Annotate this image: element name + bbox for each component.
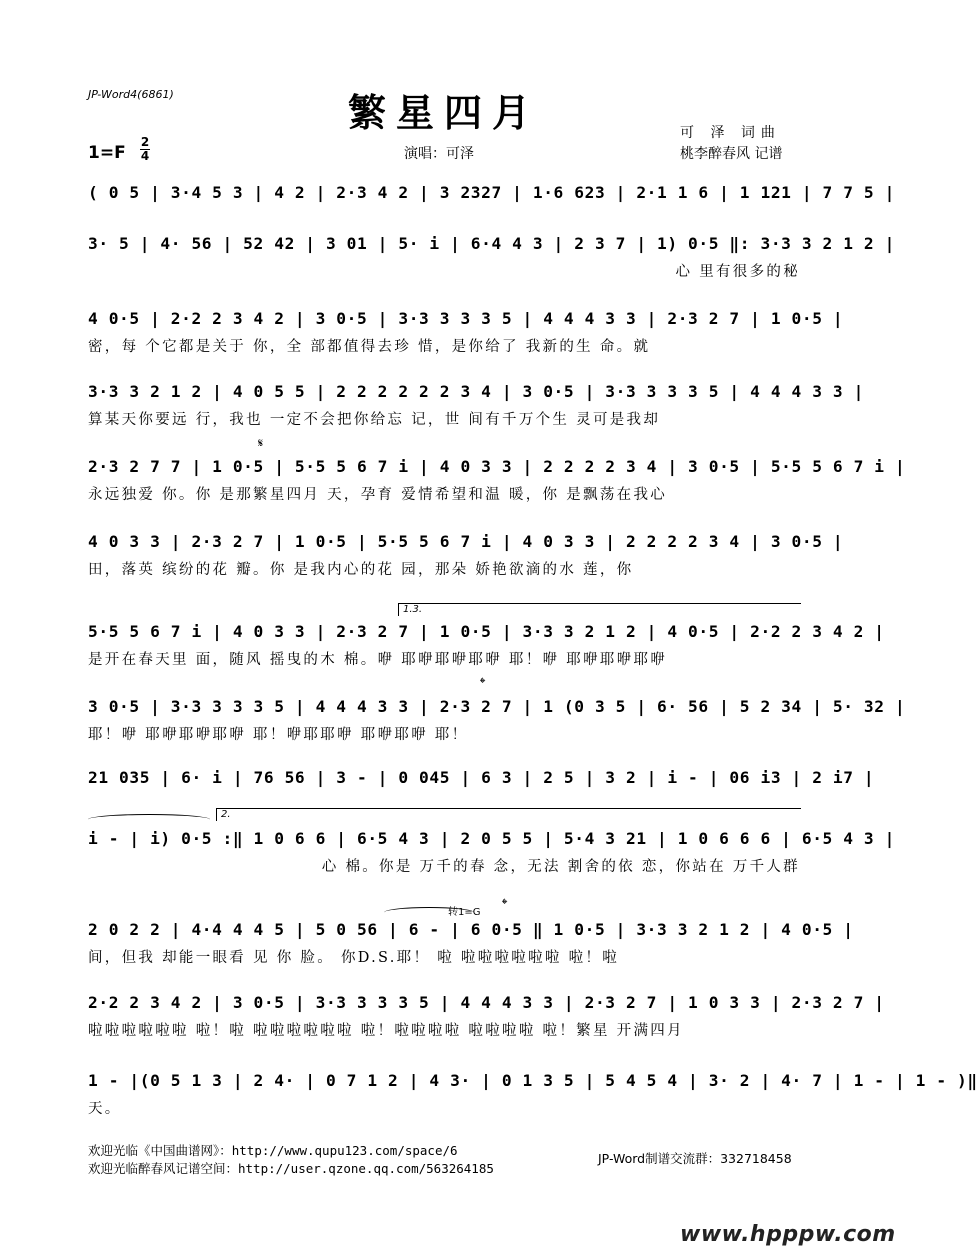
lyric-line: 间，但我 却能一眼看 见 你 脸。 你D.S.耶！ 啦 啦啦啦啦啦啦 啦！啦 <box>88 950 620 966</box>
time-signature <box>140 136 150 163</box>
lyric-line: 天。 <box>88 1101 122 1117</box>
lyric-line: 田，落英 缤纷的花 瓣。你 是我内心的花 园，那朵 娇艳欲滴的水 莲，你 <box>88 562 634 578</box>
score-row-13 <box>88 1068 978 1120</box>
score-row-6 <box>88 529 844 581</box>
volta-bracket-1: 1.3. <box>398 603 801 616</box>
lyric-line: 心 棉。你是 万千的春 念，无法 割舍的依 恋，你站在 万千人群 <box>321 859 800 875</box>
footer-group-number: JP-Word制谱交流群：332718458 <box>598 1151 792 1166</box>
watermark: www.hpppw.com <box>680 1222 896 1247</box>
lyric-line: 永远独爱 你。你 是那繁星四月 天，孕育 爱情希望和温 暖，你 是飘荡在我心 <box>88 487 668 503</box>
lyric-line: 是开在春天里 面，随风 摇曳的木 棉。咿 耶咿耶咿耶咿 耶！咿 耶咿耶咿耶咿 <box>88 652 668 668</box>
notation-line: i - | i) 0·5 :‖ 1 0 6 6 | 6·5 4 3 | 2 0 5 5 | 5·4 3 21 | 1 0 6 6 6 | 6·5 4 3 | <box>88 829 895 848</box>
key-signature: 1=F <box>88 143 126 163</box>
score-row-9 <box>88 765 875 791</box>
notation-line: 2·3 2 7 7 | 1 0·5 | 5·5 5 6 7 i | 4 0 3 3 | 2 2 2 2 3 4 | 3 0·5 | 5·5 5 6 7 i | <box>88 457 906 476</box>
lyric-line: 啦啦啦啦啦啦 啦！啦 啦啦啦啦啦啦 啦！啦啦啦啦 啦啦啦啦 啦！繁星 开满四月 <box>88 1023 684 1039</box>
notation-line: 21 035 | 6· i | 76 56 | 3 - | 0 045 | 6 3 | 2 5 | 3 2 | i - | 06 i3 | 2 i7 | <box>88 768 875 787</box>
song-title: 繁星四月 <box>347 90 540 135</box>
transcriber-credit: 桃李醉春风 记谱 <box>680 146 783 162</box>
tie-icon <box>384 907 474 918</box>
score-row-5 <box>88 436 906 506</box>
footer-site-link[interactable]: 欢迎光临《中国曲谱网》：http://www.qupu123.com/space/6 <box>88 1143 458 1158</box>
notation-line: 4 0·5 | 2·2 2 3 4 2 | 3 0·5 | 3·3 3 3 3 5 | 4 4 4 3 3 | 2·3 2 7 | 1 0·5 | <box>88 309 844 328</box>
score-row-4 <box>88 379 864 431</box>
score-row-3 <box>88 306 844 358</box>
lyric-line: 心 里有很多的秘 <box>675 264 800 280</box>
notation-line: 2·2 2 3 4 2 | 3 0·5 | 3·3 3 3 3 5 | 4 4 4 3 3 | 2·3 2 7 | 1 0 3 3 | 2·3 2 7 | <box>88 993 885 1012</box>
notation-line: 4 0 3 3 | 2·3 2 7 | 1 0·5 | 5·5 5 6 7 i | 4 0 3 3 | 2 2 2 2 3 4 | 3 0·5 | <box>88 532 844 551</box>
lyric-line: 算某天你要远 行，我也 一定不会把你给忘 记，世 间有千万个生 灵可是我却 <box>88 412 661 428</box>
coda-icon: 𝄌 <box>502 895 508 913</box>
lyric-line: 耶！咿 耶咿耶咿耶咿 耶！咿耶耶咿 耶咿耶咿 耶！ <box>88 727 469 743</box>
score-row-7 <box>88 604 885 671</box>
score-row-2 <box>88 231 895 283</box>
notation-line: 2 0 2 2 | 4·4 4 4 5 | 5 0 56 | 6 - | 6 0·5 ‖ 1 0·5 | 3·3 3 2 1 2 | 4 0·5 | <box>88 920 854 939</box>
notation-line: 3·3 3 2 1 2 | 4 0 5 5 | 2 2 2 2 2 2 3 4 | 3 0·5 | 3·3 3 3 3 5 | 4 4 4 3 3 | <box>88 382 864 401</box>
coda-icon: 𝄌 <box>480 674 486 692</box>
software-version: JP-Word4(6861) <box>88 88 174 101</box>
score-row-1 <box>88 180 895 206</box>
performer: 演唱：可泽 <box>404 146 474 162</box>
key-change-mark: 转1=G <box>448 907 481 918</box>
meter-top: 2 <box>140 135 150 149</box>
score-row-8 <box>88 674 906 746</box>
footer-qzone-link[interactable]: 欢迎光临醉春风记谱空间：http://user.qzone.qq.com/563264185 <box>88 1161 494 1176</box>
score-row-12 <box>88 990 885 1042</box>
meter-bottom: 4 <box>140 149 150 163</box>
score-row-10 <box>88 809 895 878</box>
notation-line: 1 - |(0 5 1 3 | 2 4· | 0 7 1 2 | 4 3· | 0 1 3 5 | 5 4 5 4 | 3· 2 | 4· 7 | 1 - | 1 - )‖ <box>88 1071 978 1090</box>
tie-icon <box>88 814 210 825</box>
notation-line: 5·5 5 6 7 i | 4 0 3 3 | 2·3 2 7 | 1 0·5 | 3·3 3 2 1 2 | 4 0·5 | 2·2 2 3 4 2 | <box>88 622 885 641</box>
segno-icon: 𝄋 <box>258 436 264 450</box>
notation-line: 3 0·5 | 3·3 3 3 3 5 | 4 4 4 3 3 | 2·3 2 7 | 1 (0 3 5 | 6· 56 | 5 2 34 | 5· 32 | <box>88 697 906 716</box>
composer-credit: 可 泽 词曲 <box>680 125 781 141</box>
volta-bracket-2: 2. <box>216 808 801 821</box>
notation-line: 3· 5 | 4· 56 | 52 42 | 3 01 | 5· i | 6·4 4 3 | 2 3 7 | 1) 0·5 ‖: 3·3 3 2 1 2 | <box>88 234 895 253</box>
notation-line: ( 0 5 | 3·4 5 3 | 4 2 | 2·3 4 2 | 3 2327 | 1·6 623 | 2·1 1 6 | 1 121 | 7 7 5 | <box>88 183 895 202</box>
lyric-line: 密，每 个它都是关于 你，全 部都值得去珍 惜，是你给了 我新的生 命。就 <box>88 339 651 355</box>
score-row-11 <box>88 895 854 969</box>
